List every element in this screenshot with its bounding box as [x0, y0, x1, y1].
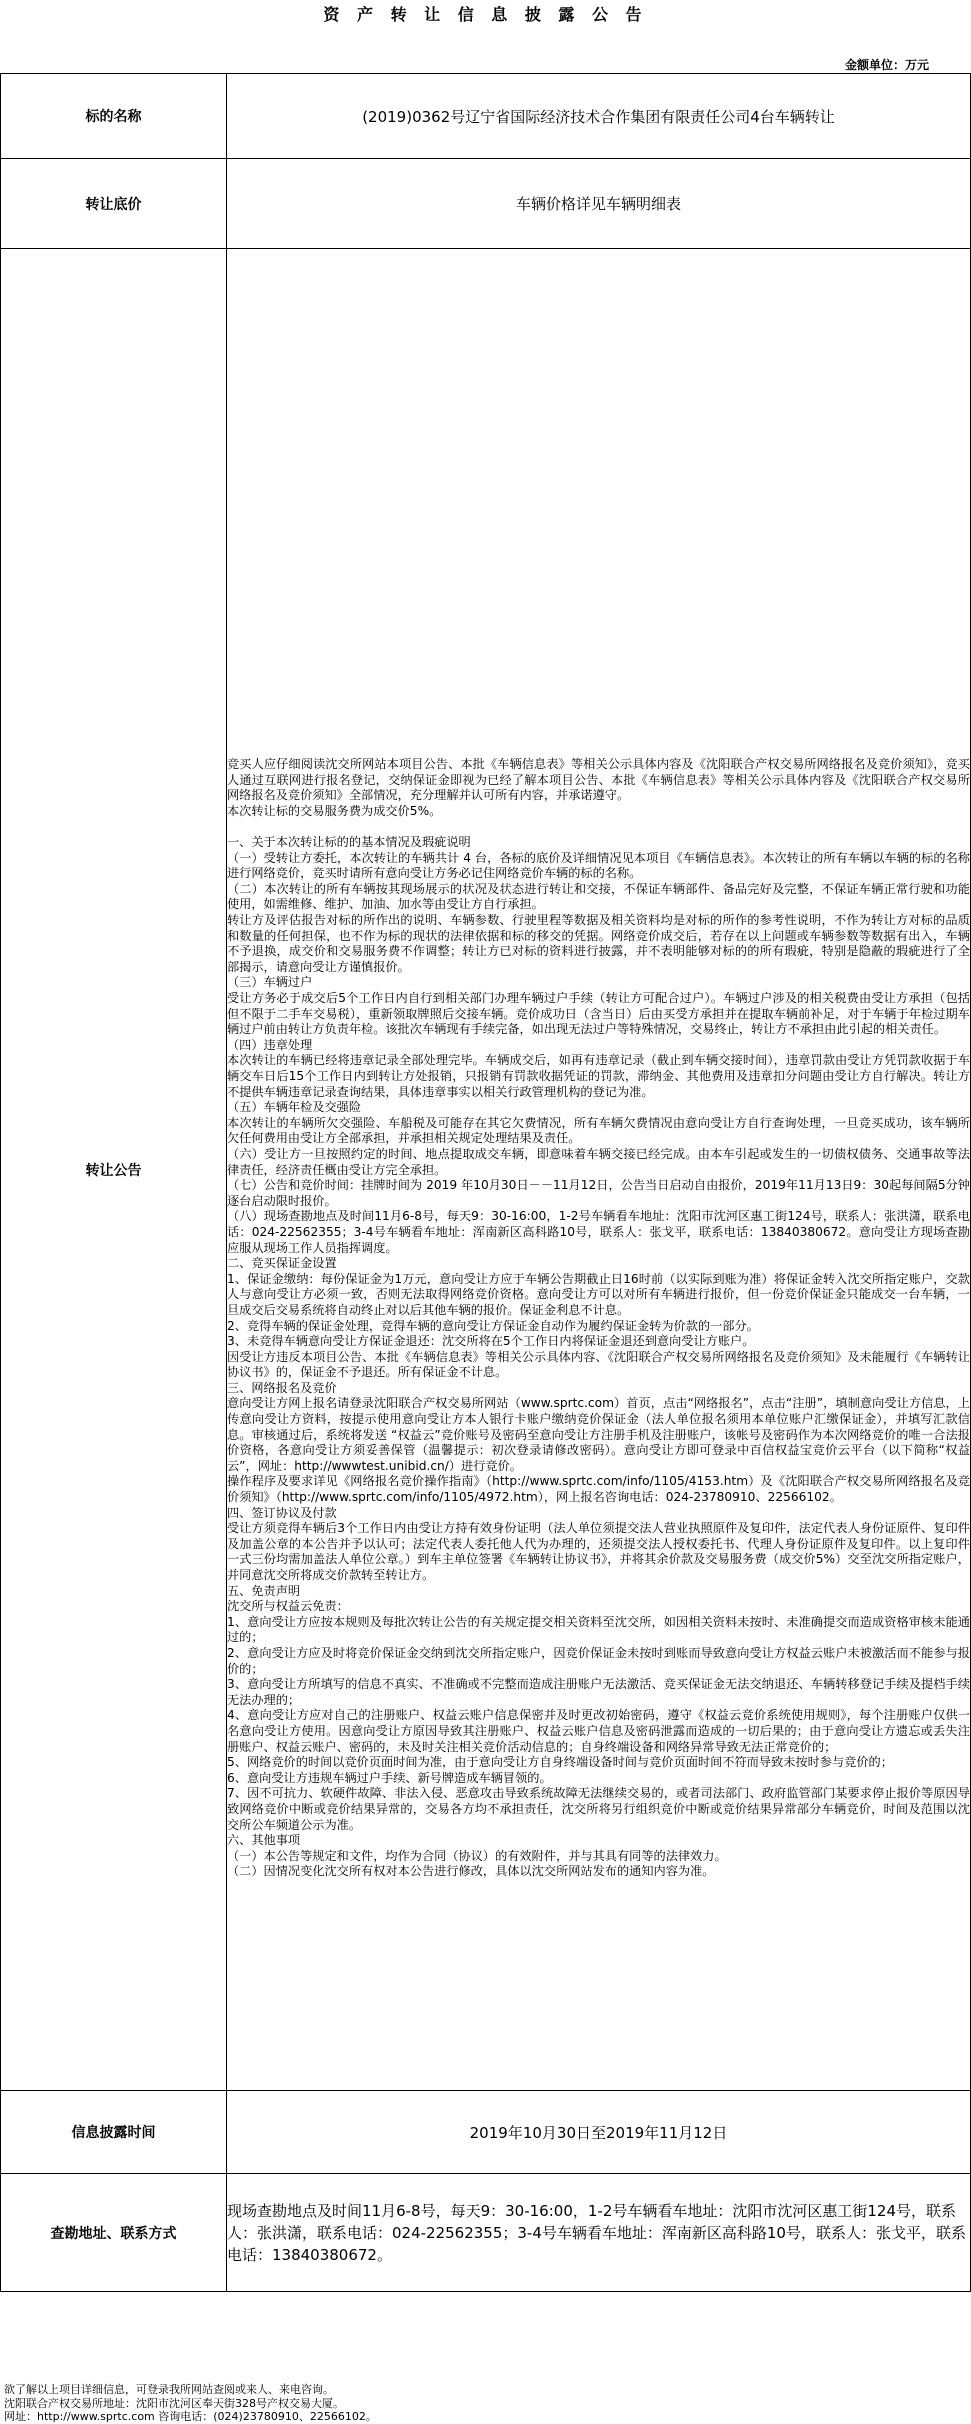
row-notice — [1, 249, 971, 2091]
info-table — [0, 73, 971, 2292]
subject-value: (2019)0362号辽宁省国际经济技术合作集团有限责任公司4台车辆转让 — [227, 74, 971, 159]
notice-label: 转让公告 — [1, 249, 227, 2091]
price-label: 转让底价 — [1, 159, 227, 249]
contact-value: 现场查勘地点及时间11月6-8号，每天9：30-16:00，1-2号车辆看车地址：沈阳市沈河区惠工街124号，联系人：张洪潇，联系电话：024-22562355；3-4号车辆看车地址：浑南新区高科路10号，联系人：张戈平，联系电话：13840380672。 — [227, 2174, 971, 2292]
amount-unit: 金额单位：万元 — [844, 58, 929, 72]
period-label: 信息披露时间 — [1, 2091, 227, 2174]
footer-note: 欲了解以上项目详细信息，可登录我所网站查阅或来人、来电咨询。 沈阳联合产权交易所地址：沈阳市沈河区奉天街328号产权交易大厦。 网址：http://www.sprtc.com 咨询电话：(024)23780910、22566102。 — [4, 2383, 377, 2423]
contact-label: 查勘地址、联系方式 — [1, 2174, 227, 2292]
row-subject — [1, 74, 971, 159]
price-value: 车辆价格详见车辆明细表 — [227, 159, 971, 249]
row-period — [1, 2091, 971, 2174]
period-value: 2019年10月30日至2019年11月12日 — [227, 2091, 971, 2174]
row-price — [1, 159, 971, 249]
notice-body: 竞买人应仔细阅读沈交所网站本项目公告、本批《车辆信息表》等相关公示具体内容及《沈阳联合产权交易所网络报名及竞价须知》，竞买人通过互联网进行报名登记，交纳保证金即视为已经了解本项目公告、本批《车辆信息表》等相关公示具体内容及《沈阳联合产权交易所网络报名及竞价须知》全部情况，充分理解并认可所有内容，并承诺遵守。 本次转让标的交易服务费为成交价5%。 一、关于本次转让标的的基本情况及瑕疵说明 （一）受转让方委托，本次转让的车辆共计 4 台，各标的底价及详细情况见本项目《车辆信息表》。本次转让的所有车辆以车辆的标的名称进行网络竞价，竞买时请所有意向受让方务必记住网络竞价车辆的标的名称。 （二）本次转让的所有车辆按其现场展示的状况及状态进行转让和交接，不保证车辆部件、备品完好及完整，不保证车辆正常行驶和功能使用，如需维修、维护、加油、加水等由受让方自行承担。 转让方及评估报告对标的所作出的说明、车辆参数、行驶里程等数据及相关资料均是对标的所作的参考性说明，不作为转让方对标的品质和数量的任何担保，也不作为标的现状的法律依据和标的移交的凭据。网络竞价成交后，若存在以上问题或车辆参数等数据有出入，车辆不予退换，成交价和交易服务费不作调整；转让方已对标的资料进行披露，并不表明能够对标的的所有瑕疵，特别是隐蔽的瑕疵进行了全部揭示，请意向受让方谨慎报价。 （三）车辆过户 受让方务必于成交后5个工作日内自行到相关部门办理车辆过户手续（转让方可配合过户）。车辆过户涉及的相关税费由受让方承担（包括但不限于二手车交易税），重新领取牌照后交接车辆。竞价成功日（含当日）后由买受方承担并在提取车辆前补足，对于车辆于年检过期车辆过户前由转让方负责年检。该批次车辆现有手续完备，如出现无法过户等特殊情况，交易终止，转让方不承担由此引起的相关责任。 （四）违章处理 本次转让的车辆已经将违章记录全部处理完毕。车辆成交后，如再有违章记录（截止到车辆交接时间），违章罚款由受让方凭罚款收据于车辆交车日后15个工作日内到转让方处报销，只报销有罚款收据凭证的罚款，滞纳金、其他费用及违章扣分问题由受让方自行解决。转让方不提供车辆违章记录查询结果，具体违章事实以相关行政管理机构的登记为准。 （五）车辆年检及交强险 本次转让的车辆所欠交强险、车船税及可能存在其它欠费情况，所有车辆欠费情况由意向受让方自行查询处理，一旦竞买成功，该车辆所欠任何费用由受让方全部承担，并承担相关规定处理结果及责任。 （六）受让方一旦按照约定的时间、地点提取成交车辆，即意味着车辆交接已经完成。由本车引起或发生的一切债权债务、交通事故等法律责任，经济责任概由受让方完全承担。 （七）公告和竞价时间：挂牌时间为 2019 年10月30日－－11月12日，公告当日启动自由报价，2019年11月13日9：30起每间隔5分钟逐台启动限时报价。 （八）现场查勘地点及时间11月6-8号，每天9：30-16:00，1-2号车辆看车地址：沈阳市沈河区惠工街124号，联系人：张洪潇，联系电话：024-22562355；3-4号车辆看车地址：浑南新区高科路10号，联系人：张戈平，联系电话：13840380672。意向受让方现场查勘应服从现场工作人员指挥调度。 二、竞买保证金设置 1、保证金缴纳：每份保证金为1万元，意向受让方应于车辆公告期截止日16时前（以实际到账为准）将保证金转入沈交所指定账户，交款人与意向受让方必须一致，否则无法取得网络竞价资格。意向受让方可以对所有车辆进行报价，但一份竞价保证金只能成交一台车辆，一旦成交后交易系统将自动终止对以后其他车辆的报价。保证金利息不计息。 2、竞得车辆的保证金处理，竞得车辆的意向受让方保证金自动作为履约保证金转为价款的一部分。 3、未竞得车辆意向受让方保证金退还：沈交所将在5个工作日内将保证金退还到意向受让方账户。 因受让方违反本项目公告、本批《车辆信息表》等相关公示具体内容、《沈阳联合产权交易所网络报名及竞价须知》及未能履行《车辆转让协议书》的，保证金不予退还。所有保证金不计息。 三、网络报名及竞价 意向受让方网上报名请登录沈阳联合产权交易所网站（www.sprtc.com）首页，点击“网络报名”，点击“注册”，填制意向受让方信息，上传意向受让方资料，按提示使用意向受让方本人银行卡账户缴纳竞价保证金（法人单位报名须用本单位账户汇缴保证金），并填写汇款信息。审核通过后，系统将发送 “权益云”竞价账号及密码至意向受让方注册手机及注册账户，该帐号及密码作为本次网络竞价的唯一合法报价资格，各意向受让方须妥善保管（温馨提示：初次登录请修改密码）。意向受让方即可登录中百信权益宝竞价云平台（以下简称“权益云”，网址：http://wwwtest.unibid.cn/）进行竞价。 操作程序及要求详见《网络报名竞价操作指南》（http://www.sprtc.com/info/1105/4153.htm）及《沈阳联合产权交易所网络报名及竞价须知》（http://www.sprtc.com/info/1105/4972.htm），网上报名咨询电话：024-23780910、22566102。 四、签订协议及付款 受让方须竞得车辆后3个工作日内由受让方持有效身份证明（法人单位须提交法人营业执照原件及复印件，法定代表人身份证原件、复印件及加盖公章的本公告并予以认可；法定代表人委托他人代为办理的，还须提交法人授权委托书、代理人身份证原件及复印件。以上复印件一式三份均需加盖法人单位公章。）到车主单位签署《车辆转让协议书》，并将其余价款及交易服务费（成交价5%）交至沈交所指定账户，并同意沈交所将成交价款转至转让方。 五、免责声明 沈交所与权益云免责： 1、意向受让方应按本规则及每批次转让公告的有关规定提交相关资料至沈交所，如因相关资料未按时、未准确提交而造成资格审核未能通过的； 2、意向受让方应及时将竞价保证金交纳到沈交所指定账户，因竞价保证金未按时到账而导致意向受让方权益云账户未被激活而不能参与报价的； 3、意向受让方所填写的信息不真实、不准确或不完整而造成注册账户无法激活、竞买保证金无法交纳退还、车辆转移登记手续及提档手续无法办理的； 4、意向受让方应对自己的注册账户、权益云账户信息保密并及时更改初始密码，遵守《权益云竞价系统使用规则》，每个注册账户仅供一名意向受让方使用。因意向受让方原因导致其注册账户、权益云账户信息及密码泄露而造成的一切后果的；由于意向受让方遗忘或丢失注册账户、权益云账户、密码的，未及时关注相关竞价活动信息的；自身终端设备和网络异常导致无法正常竞价的； 5、网络竞价的时间以竞价页面时间为准，由于意向受让方自身终端设备时间与竞价页面时间不符而导致未按时参与竞价的； 6、意向受让方违规车辆过户手续、新号牌造成车辆冒领的。 7、因不可抗力、软硬件故障、非法入侵、恶意攻击导致系统故障无法继续交易的，或者司法部门、政府监管部门某要求停止报价等原因导致网络竞价中断或竞价结果异常的，交易各方均不承担责任，沈交所将另行组织竞价中断或竞价结果异常部分车辆竞价，时间及范围以沈交所公车频道公示为准。 六、其他事项 （一）本公告等规定和文件，均作为合同（协议）的有效附件，并与其具有同等的法律效力。 （二）因情况变化沈交所有权对本公告进行修改，具体以沈交所网站发布的通知内容为准。 — [227, 757, 970, 1879]
notice-cell — [227, 249, 971, 2091]
page-title: 资 产 转 让 信 息 披 露 公 告 — [323, 5, 648, 24]
row-contact — [1, 2174, 971, 2292]
subject-label: 标的名称 — [1, 74, 227, 159]
